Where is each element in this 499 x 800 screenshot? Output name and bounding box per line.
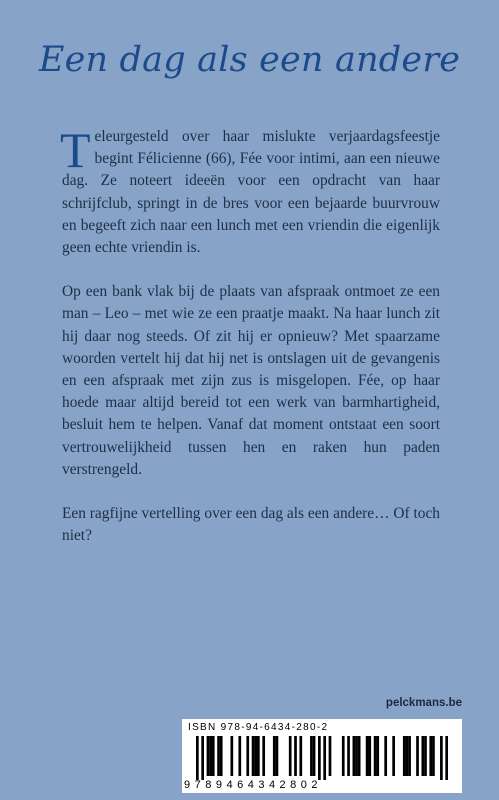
barcode-bar xyxy=(440,736,443,780)
barcode-bar xyxy=(262,736,265,776)
barcode-bar xyxy=(310,736,313,776)
barcode-bar xyxy=(408,736,411,776)
barcode-bar xyxy=(252,736,255,776)
barcode-bar xyxy=(207,736,210,776)
barcode-bar xyxy=(403,736,406,776)
barcode-bar xyxy=(368,736,371,776)
barcode-bar xyxy=(355,736,358,776)
barcode-bar xyxy=(201,736,204,780)
barcode-bar xyxy=(323,736,326,780)
barcode-bars xyxy=(196,736,448,780)
barcode-bar xyxy=(392,736,395,776)
blurb-paragraph-1 xyxy=(60,122,440,259)
barcode-bar xyxy=(276,736,279,776)
blurb-text xyxy=(60,122,440,547)
barcode-bar xyxy=(374,736,377,776)
blurb-paragraph-1-text: eleurgesteld over haar mislukte verjaardagsfeestje begint Félicienne (66), Fée voor intimi, aan een nieuwe dag. Ze noteert ideeën voor een opdracht van haar schrijfclub, springt in de bres voor een bejaarde buurvrouw en begeeft zich naar een lunch met een vriendin die eigenlijk geen echte vriendin is. xyxy=(62,128,440,257)
barcode-bar xyxy=(273,736,276,776)
barcode-bar xyxy=(376,736,379,776)
blurb-paragraph-2: Op een bank vlak bij de plaats van afspraak ontmoet ze een man – Leo – met wie ze een praatje maakt. Na haar lunch zit hij daar nog steeds. Of zit hij er opnieuw? Met spaarzame woorden vertelt hij dat hij net is ontslagen uit de gevangenis en een afspraak met zijn zus is misgelopen. Fée, op haar hoede maar altijd bereid tot een werk van barmhartigheid, besluit hem te helpen. Vanaf dat moment ontstaat een soort vertrouwelijkheid tussen hen en raken hun paden verstrengeld. xyxy=(62,283,440,478)
isbn-barcode xyxy=(182,719,462,793)
ean-digits: 9789464342802 xyxy=(184,779,323,791)
drop-cap: T xyxy=(60,122,91,178)
barcode-bar xyxy=(366,736,369,776)
barcode-bar xyxy=(294,736,297,776)
barcode-bar xyxy=(217,736,220,776)
isbn-label: ISBN 978-94-6434-280-2 xyxy=(188,722,329,733)
barcode-bar xyxy=(196,736,199,780)
barcode-bar xyxy=(254,736,257,776)
blurb-paragraph-3: Een ragfijne vertelling over een dag als een andere… Of toch niet? xyxy=(62,505,440,545)
barcode-bar xyxy=(416,736,419,776)
barcode-bar xyxy=(257,736,260,776)
barcode-bar xyxy=(246,736,249,776)
publisher-url: pelckmans.be xyxy=(385,697,462,709)
barcode-bar xyxy=(212,736,215,776)
barcode-bar xyxy=(329,736,332,776)
barcode-bar xyxy=(429,736,432,776)
barcode-bar xyxy=(342,736,345,776)
barcode-bar xyxy=(358,736,361,776)
barcode-bar xyxy=(318,736,321,780)
barcode-bar xyxy=(299,736,302,776)
barcode-bar xyxy=(289,736,292,776)
barcode-bar xyxy=(384,736,387,776)
barcode-bar xyxy=(421,736,424,776)
barcode-bar xyxy=(220,736,223,776)
barcode-bar xyxy=(445,736,448,780)
barcode-bar xyxy=(238,736,241,776)
book-title: Een dag als een andere xyxy=(38,40,461,80)
barcode-bar xyxy=(424,736,427,776)
barcode-bar xyxy=(209,736,212,776)
barcode-bar xyxy=(347,736,350,776)
barcode-bar xyxy=(406,736,409,776)
barcode-bar xyxy=(313,736,316,776)
barcode-bar xyxy=(230,736,233,776)
barcode-bar xyxy=(353,736,356,776)
barcode-bar xyxy=(432,736,435,776)
